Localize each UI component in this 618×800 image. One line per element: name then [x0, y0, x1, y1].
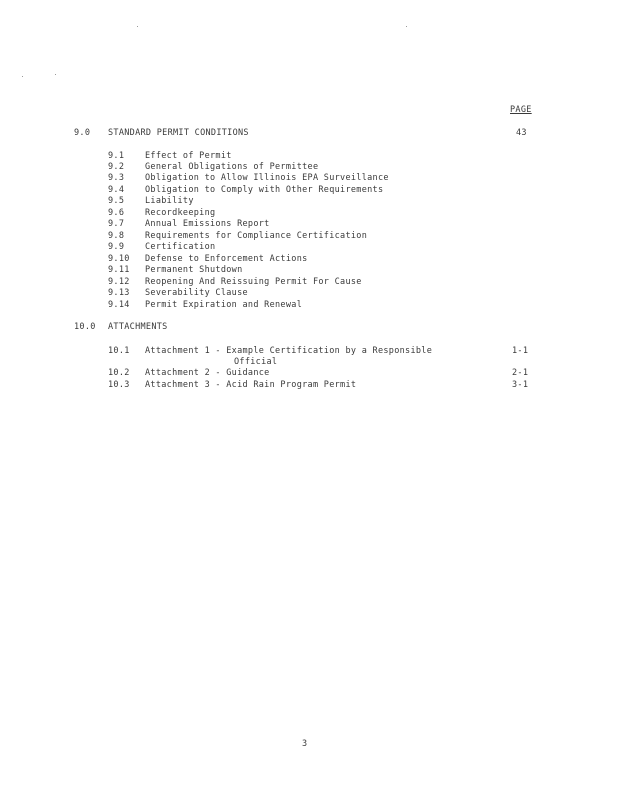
toc-item-number: 10.3: [108, 380, 130, 390]
toc-item-title: Severability Clause: [145, 288, 248, 298]
toc-item-title: Permit Expiration and Renewal: [145, 300, 303, 310]
toc-item-number: 9.5: [108, 196, 125, 206]
toc-item-number: 9.1: [108, 151, 125, 161]
toc-item-number: 9.13: [108, 288, 130, 298]
toc-item-title: General Obligations of Permittee: [145, 162, 319, 172]
toc-item-page: 1-1: [512, 346, 529, 356]
toc-item-number: 9.12: [108, 277, 130, 287]
toc-item-title: Attachment 1 - Example Certification by a Responsible: [145, 346, 433, 356]
scan-speck: [55, 74, 56, 75]
toc-item-number: 9.2: [108, 162, 125, 172]
toc-item-number: 10.1: [108, 346, 130, 356]
toc-item-number: 9.6: [108, 208, 125, 218]
section-page: 43: [516, 128, 527, 138]
scan-speck: [406, 26, 407, 27]
toc-item-number: 10.2: [108, 368, 130, 378]
scan-speck: [22, 76, 23, 77]
toc-item-number: 9.7: [108, 219, 125, 229]
toc-item-title: Reopening And Reissuing Permit For Cause: [145, 277, 362, 287]
toc-item-title: Recordkeeping: [145, 208, 216, 218]
section-title: ATTACHMENTS: [108, 322, 168, 332]
toc-item-number: 9.14: [108, 300, 130, 310]
toc-item-title: Permanent Shutdown: [145, 265, 243, 275]
scan-speck: [137, 26, 138, 27]
page-column-header: PAGE: [510, 105, 532, 115]
toc-item-page: 3-1: [512, 380, 529, 390]
toc-item-title: Defense to Enforcement Actions: [145, 254, 308, 264]
toc-item-title: Obligation to Allow Illinois EPA Surveillance: [145, 173, 389, 183]
toc-item-title: Obligation to Comply with Other Requirements: [145, 185, 384, 195]
toc-item-title: Effect of Permit: [145, 151, 232, 161]
page-number: 3: [302, 739, 308, 749]
toc-item-number: 9.4: [108, 185, 125, 195]
toc-item-title: Attachment 2 - Guidance: [145, 368, 270, 378]
toc-item-title: Annual Emissions Report: [145, 219, 270, 229]
toc-item-title: Requirements for Compliance Certification: [145, 231, 368, 241]
toc-item-number: 9.3: [108, 173, 125, 183]
toc-item-title: Liability: [145, 196, 194, 206]
toc-item-title: Certification: [145, 242, 216, 252]
toc-item-number: 9.11: [108, 265, 130, 275]
section-number: 10.0: [74, 322, 96, 332]
toc-item-number: 9.8: [108, 231, 125, 241]
section-number: 9.0: [74, 128, 91, 138]
toc-item-title: Attachment 3 - Acid Rain Program Permit: [145, 380, 357, 390]
toc-item-page: 2-1: [512, 368, 529, 378]
toc-item-number: 9.9: [108, 242, 125, 252]
toc-item-number: 9.10: [108, 254, 130, 264]
toc-item-title-continued: Official: [234, 357, 278, 367]
section-title: STANDARD PERMIT CONDITIONS: [108, 128, 249, 138]
